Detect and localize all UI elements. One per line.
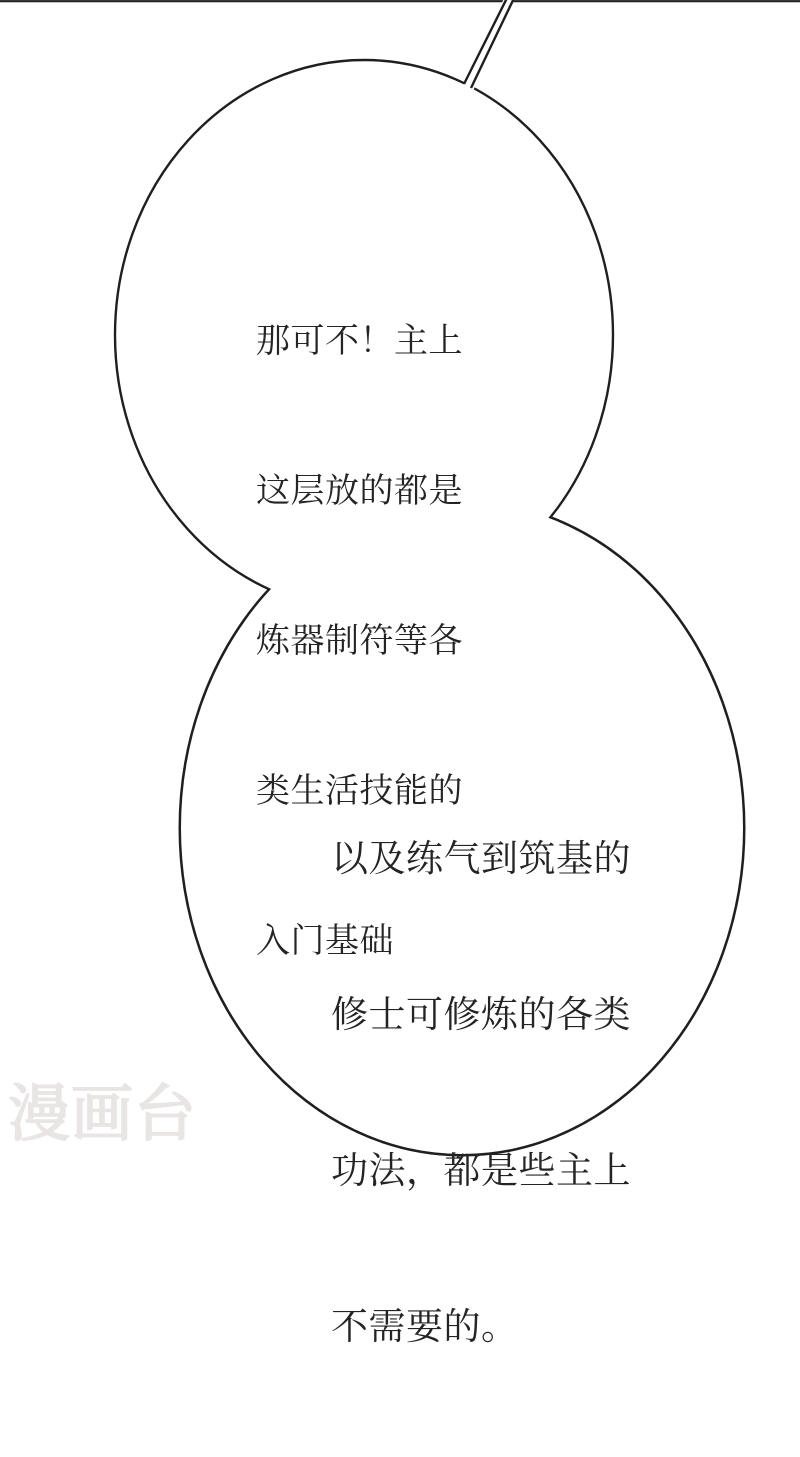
text-line: 功法，都是些主上 [331,1150,631,1191]
watermark: 漫画台 [8,1080,198,1149]
text-line: 炼器制符等各 [256,622,463,660]
text-line: 不需要的。 [331,1306,519,1347]
text-line: 类生活技能的 [256,772,463,810]
text-line: 入门基础 [256,922,394,960]
bubble-bottom-text [331,729,631,1457]
text-line: 以及练气到筑基的 [331,838,631,879]
text-line: 这层放的都是 [256,472,463,510]
text-line: 那可不！主上 [256,322,463,360]
text-line: 修士可修炼的各类 [331,994,631,1035]
